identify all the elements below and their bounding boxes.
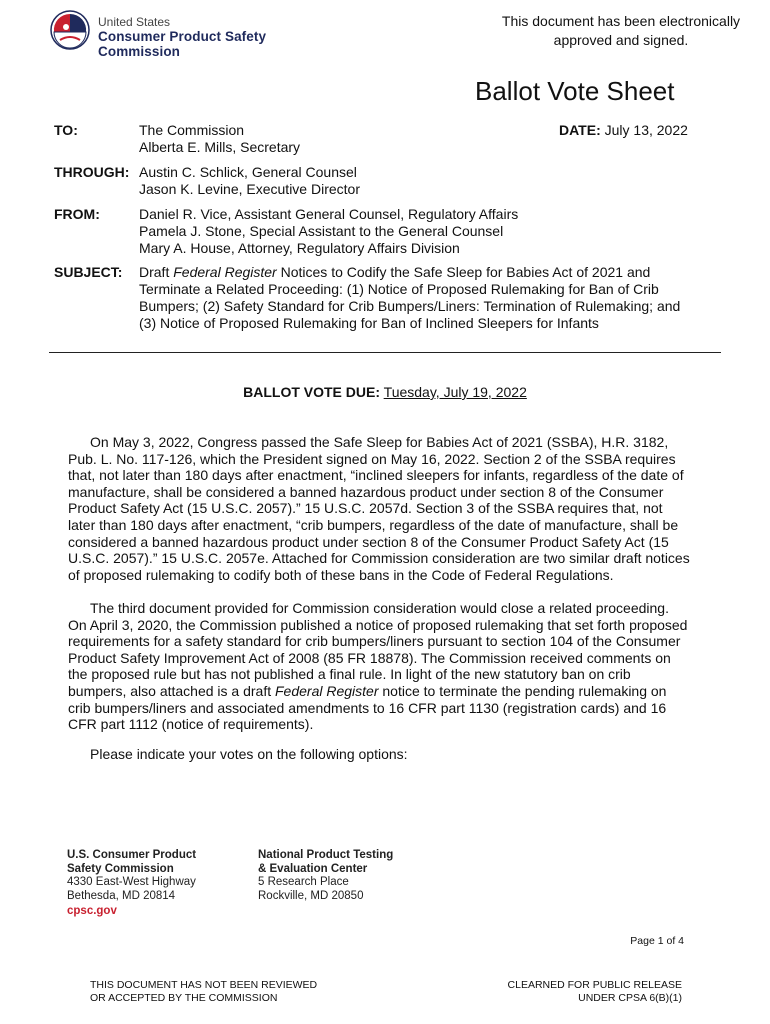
para2-italic: Federal Register (275, 682, 379, 699)
page-number: Page 1 of 4 (630, 935, 684, 947)
subject-block (139, 264, 719, 332)
from-label: FROM: (54, 206, 100, 222)
body-paragraph-2 (68, 600, 690, 733)
ballot-due (0, 384, 770, 400)
subject-post: Notices to Codify the Safe Sleep for Babies Act of 2021 and (276, 264, 651, 280)
subject-line: Bumpers; (2) Safety Standard for Crib Bumpers/Liners: Termination of Rulemaking; and (139, 298, 681, 314)
subject-line: Terminate a Related Proceeding: (1) Notice of Proposed Rulemaking for Ban of Crib (139, 281, 659, 297)
agency-line-1: United States (98, 15, 171, 29)
address-right-line: & Evaluation Center (258, 862, 368, 875)
footer-note-left (90, 979, 317, 1005)
agency-logo (50, 10, 350, 59)
through-block (139, 164, 360, 198)
esign-line-2: approved and signed. (553, 32, 689, 48)
para1-text: On May 3, 2022, Congress passed the Safe Sleep for Babies Act of 2021 (SSBA), H.R. 3182, Pub. L. No. 117-126, which the President signed on May 16, 2022. Section 2 of the SSBA requires that, not later than 180 days after enactment, “inclined sleepers for infants, regardless of the date of manufacture, shall be considered a banned hazardous product under section 8 of the Consumer Product Safety Act (15 U.S.C. 2057).” 15 U.S.C. 2057d. Section 3 of the SSBA requires that, not later than 180 days after enactment, “crib bumpers, regardless of the date of manufacture, shall be considered a banned hazardous product under section 8 of the Consumer Product Safety Act (15 U.S.C. 2057).” 15 U.S.C. 2057e. Attached for Commission consideration are two similar draft notices of proposed rulemaking to codify both of these bans in the Code of Federal Regulations. (68, 434, 690, 583)
subject-line: (3) Notice of Proposed Rulemaking for Ban of Inclined Sleepers for Infants (139, 315, 599, 331)
through-line: Jason K. Levine, Executive Director (139, 181, 360, 197)
to-label: TO: (54, 122, 78, 138)
to-block (139, 122, 300, 156)
from-block (139, 206, 518, 257)
para2-post: notice to terminate the pending rulemaking on crib bumpers/liners and associated amendments to 16 CFR part 1130 (registration cards) and 16 CFR part 1112 (notice of requirements). (68, 682, 667, 733)
date-label: DATE: (559, 122, 601, 138)
footer-note-line: CLEARNED FOR PUBLIC RELEASE (507, 979, 682, 991)
date-field (559, 122, 688, 139)
agency-line-2: Consumer Product Safety Commission (98, 29, 267, 59)
ballot-due-label: BALLOT VOTE DUE: (243, 384, 381, 400)
body-paragraph-3 (68, 746, 690, 763)
date-value: July 13, 2022 (604, 122, 688, 138)
footer-note-line: THIS DOCUMENT HAS NOT BEEN REVIEWED (90, 979, 318, 991)
address-right (258, 849, 393, 903)
para2-text (68, 600, 690, 733)
address-left-line: 4330 East-West Highway (67, 876, 196, 889)
footer-note-line: OR ACCEPTED BY THE COMMISSION (90, 992, 278, 1004)
footer-note-line: UNDER CPSA 6(B)(1) (578, 992, 682, 1004)
through-line: Austin C. Schlick, General Counsel (139, 164, 357, 180)
to-line: Alberta E. Mills, Secretary (139, 139, 301, 155)
esign-note (496, 12, 746, 50)
address-left-line: Bethesda, MD 20814 (67, 889, 176, 902)
body-paragraph-1 (68, 434, 690, 583)
address-left-line: U.S. Consumer Product (67, 849, 197, 861)
subject-label: SUBJECT: (54, 264, 123, 280)
from-line: Mary A. House, Attorney, Regulatory Affairs Division (139, 240, 460, 256)
header-divider (49, 352, 721, 353)
through-label: THROUGH: (54, 164, 130, 180)
cpsc-seal-icon (50, 10, 90, 50)
subject-pre: Draft (139, 264, 174, 280)
address-left-line: Safety Commission (67, 862, 174, 875)
ballot-due-value: Tuesday, July 19, 2022 (383, 384, 527, 400)
esign-line-1: This document has been electronically (501, 13, 741, 29)
address-right-line: 5 Research Place (258, 876, 349, 889)
to-line: The Commission (139, 122, 245, 138)
address-left (67, 849, 196, 919)
address-right-line: National Product Testing (258, 849, 394, 861)
from-line: Pamela J. Stone, Special Assistant to the General Counsel (139, 223, 504, 239)
from-line: Daniel R. Vice, Assistant General Counsel, Regulatory Affairs (139, 206, 519, 222)
page-title: Ballot Vote Sheet (475, 76, 675, 106)
address-right-line: Rockville, MD 20850 (258, 889, 364, 902)
subject-italic: Federal Register (173, 264, 277, 280)
para2-pre: The third document provided for Commission consideration would close a related proceeding. On April 3, 2020, the Commission published a notice of proposed rulemaking that set forth proposed requirements for a safety standard for crib bumpers/liners pursuant to section 104 of the Consumer Product Safety Improvement Act of 2008 (85 FR 18878). The Commission received comments on the proposed rule but has not published a final rule. In light of the new statutory ban on crib bumpers, also attached is a draft (68, 600, 688, 699)
website-link[interactable]: cpsc.gov (67, 905, 117, 918)
para3-text: Please indicate your votes on the following options: (90, 746, 408, 762)
subject-line (139, 264, 719, 281)
footer-note-right (508, 979, 682, 1005)
